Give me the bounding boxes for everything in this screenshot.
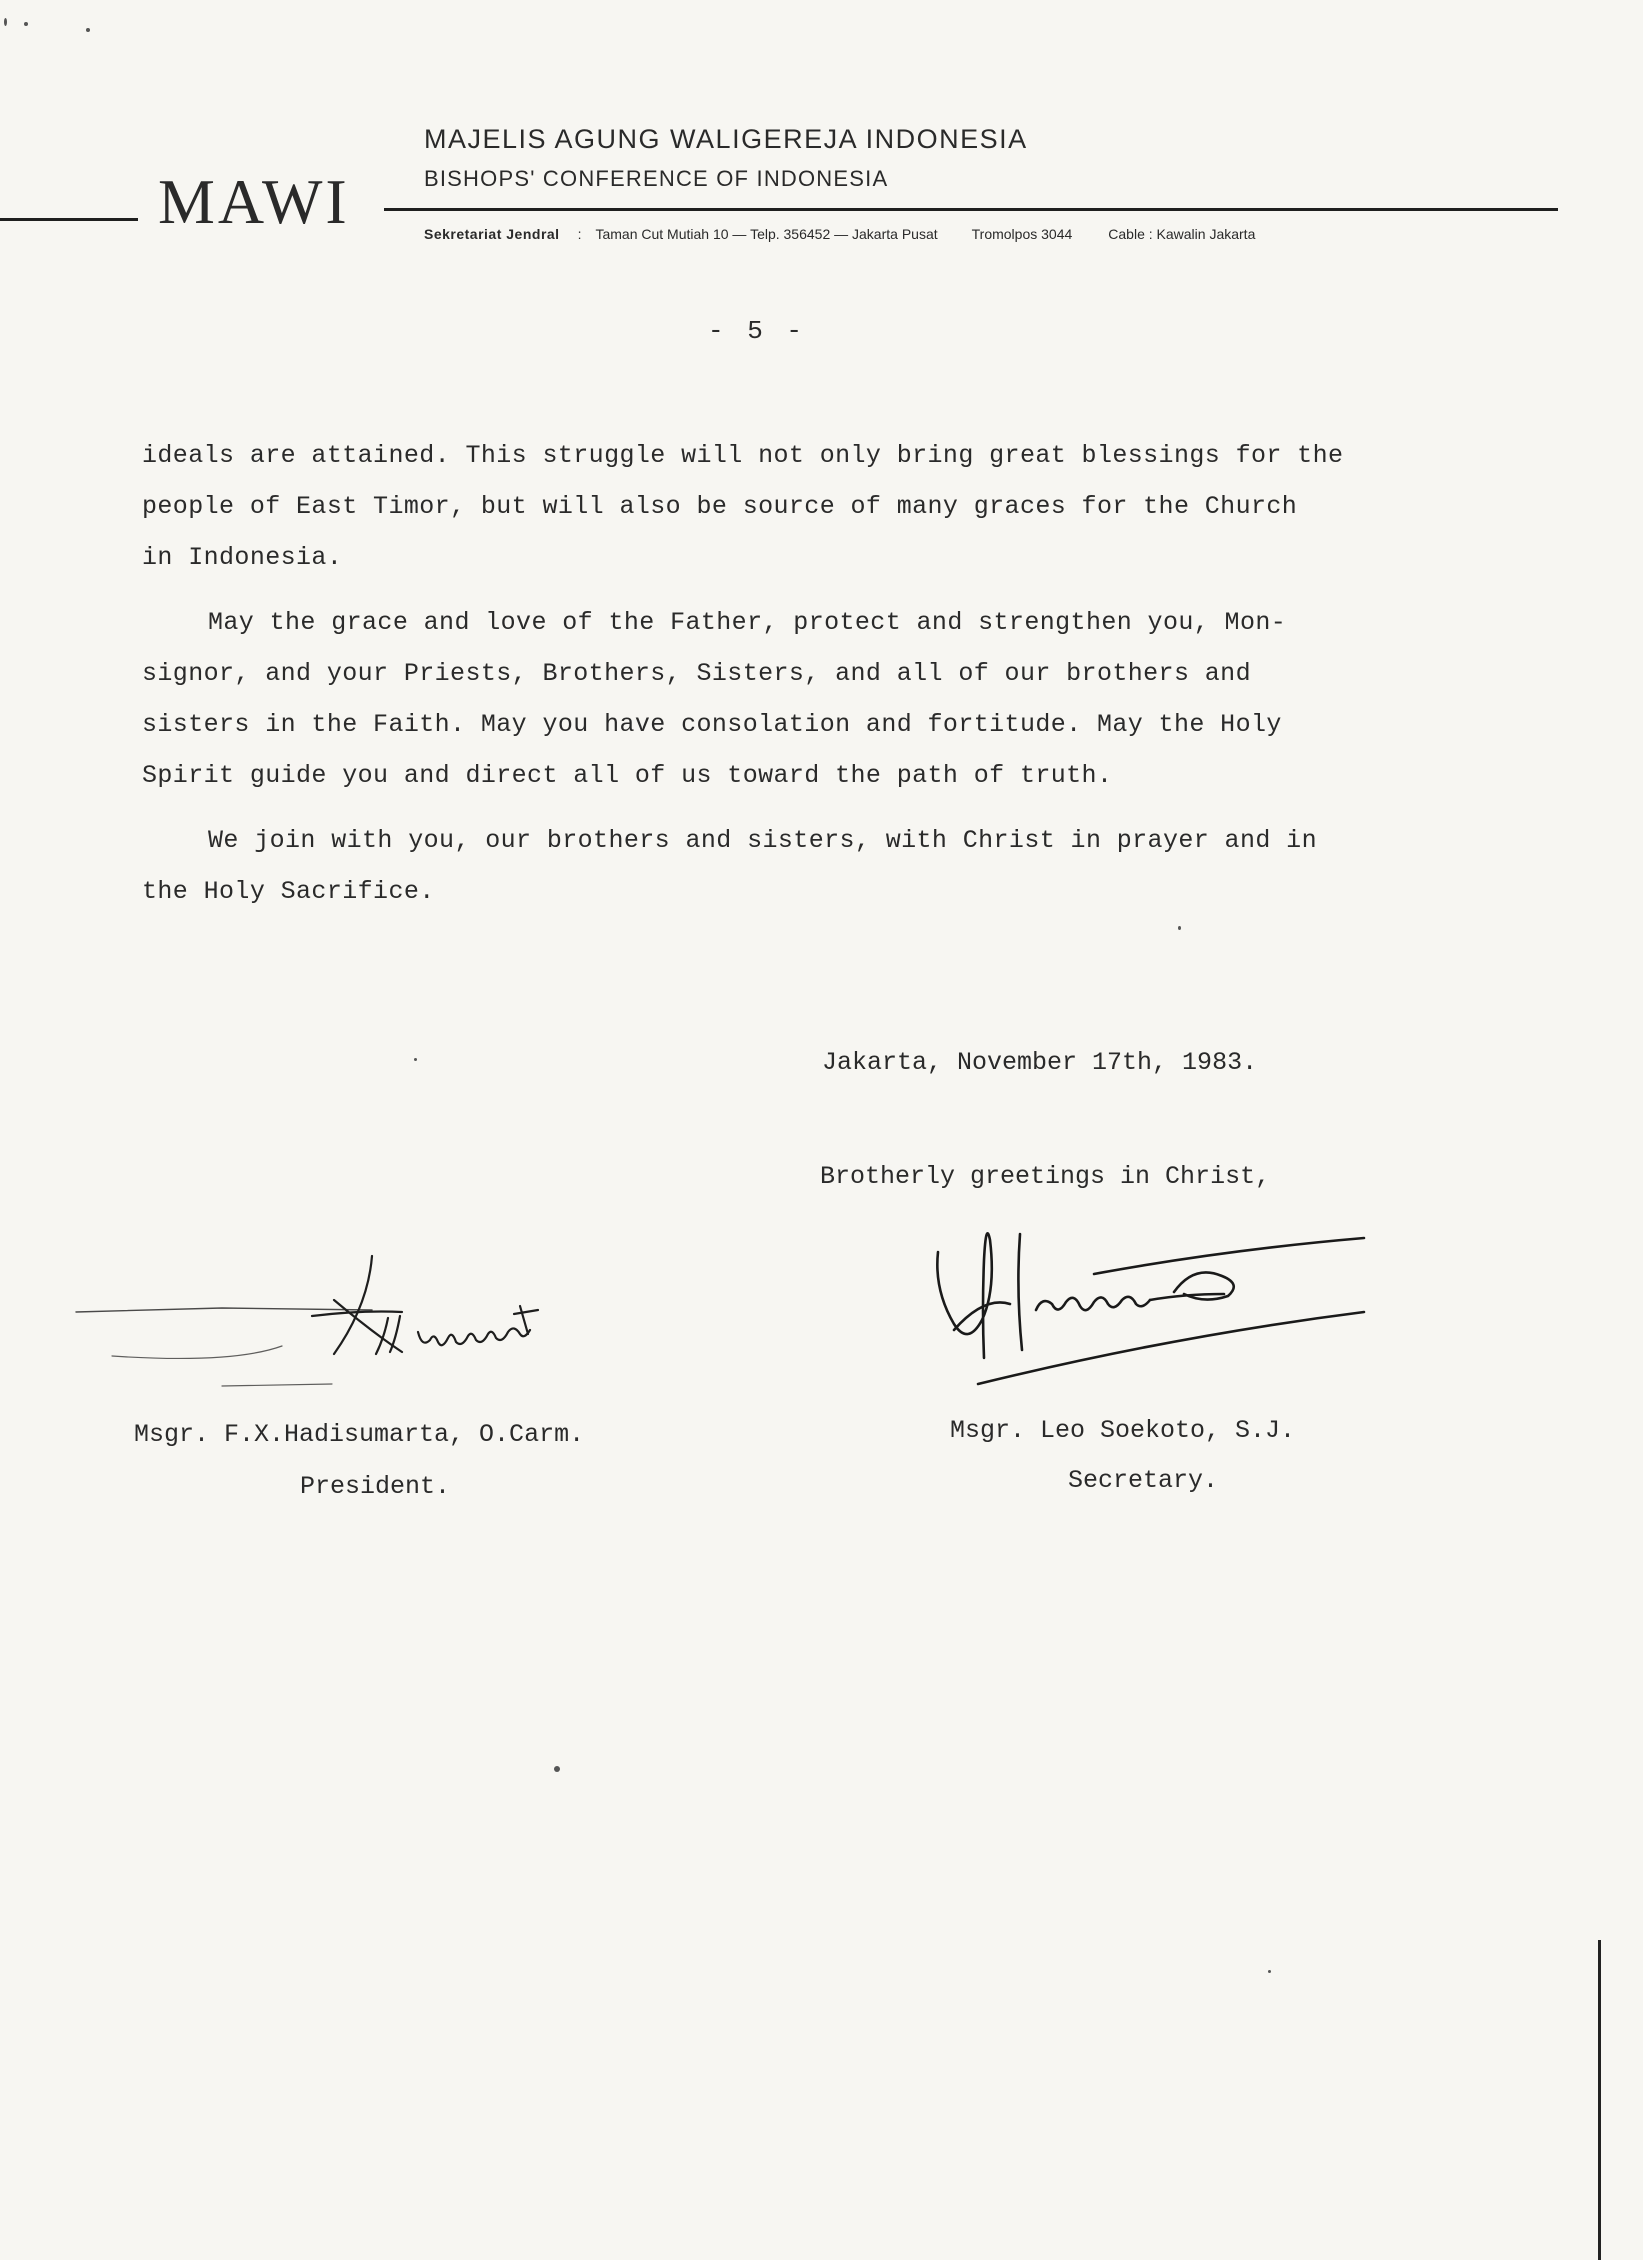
body-line: ideals are attained. This struggle will not only bring great blessings for the [142, 441, 1344, 470]
page-number: - 5 - [708, 316, 807, 346]
address-cable: Cable : Kawalin Jakarta [1108, 226, 1256, 242]
address-secretariat: Sekretariat Jendral [424, 226, 560, 242]
signatory-right-name: Msgr. Leo Soekoto, S.J. [950, 1416, 1296, 1445]
scan-edge-line [1598, 1940, 1601, 2260]
signature-left [72, 1236, 672, 1396]
scan-speck [86, 28, 90, 32]
body-line: sisters in the Faith. May you have consolation and fortitude. May the Holy [142, 710, 1282, 739]
scan-speck [24, 22, 28, 26]
body-line: in Indonesia. [142, 543, 343, 572]
scan-speck [554, 1766, 560, 1772]
signatory-left-title: President. [300, 1472, 451, 1501]
letterhead-logo: MAWI [158, 166, 350, 237]
organization-name-indonesian: MAJELIS AGUNG WALIGEREJA INDONESIA [424, 124, 1028, 154]
body-line: the Holy Sacrifice. [142, 877, 435, 906]
scan-speck [414, 1058, 417, 1061]
scan-speck [1178, 926, 1181, 930]
address-separator: : [577, 226, 582, 242]
signatory-right-title: Secretary. [1068, 1466, 1219, 1495]
scan-speck [4, 18, 7, 26]
address-street: Taman Cut Mutiah 10 — Telp. 356452 — Jakarta Pusat [595, 226, 938, 242]
scan-speck [1268, 1970, 1271, 1973]
signatory-left-name: Msgr. F.X.Hadisumarta, O.Carm. [134, 1420, 585, 1449]
letterhead-rule-right [384, 208, 1558, 211]
signature-right [924, 1200, 1384, 1400]
body-line: Spirit guide you and direct all of us toward the path of truth. [142, 761, 1113, 790]
closing-salutation: Brotherly greetings in Christ, [820, 1162, 1271, 1191]
letterhead-address [424, 226, 1564, 242]
dateline: Jakarta, November 17th, 1983. [822, 1048, 1258, 1077]
body-line: We join with you, our brothers and sisters, with Christ in prayer and in [208, 826, 1317, 855]
address-po-box: Tromolpos 3044 [971, 226, 1073, 242]
letter-body [142, 430, 1442, 917]
letterhead-rule-left [0, 218, 138, 221]
body-line: signor, and your Priests, Brothers, Sisters, and all of our brothers and [142, 659, 1251, 688]
organization-name-english: BISHOPS' CONFERENCE OF INDONESIA [424, 166, 889, 191]
body-line: May the grace and love of the Father, protect and strengthen you, Mon- [208, 608, 1287, 637]
body-line: people of East Timor, but will also be source of many graces for the Church [142, 492, 1298, 521]
